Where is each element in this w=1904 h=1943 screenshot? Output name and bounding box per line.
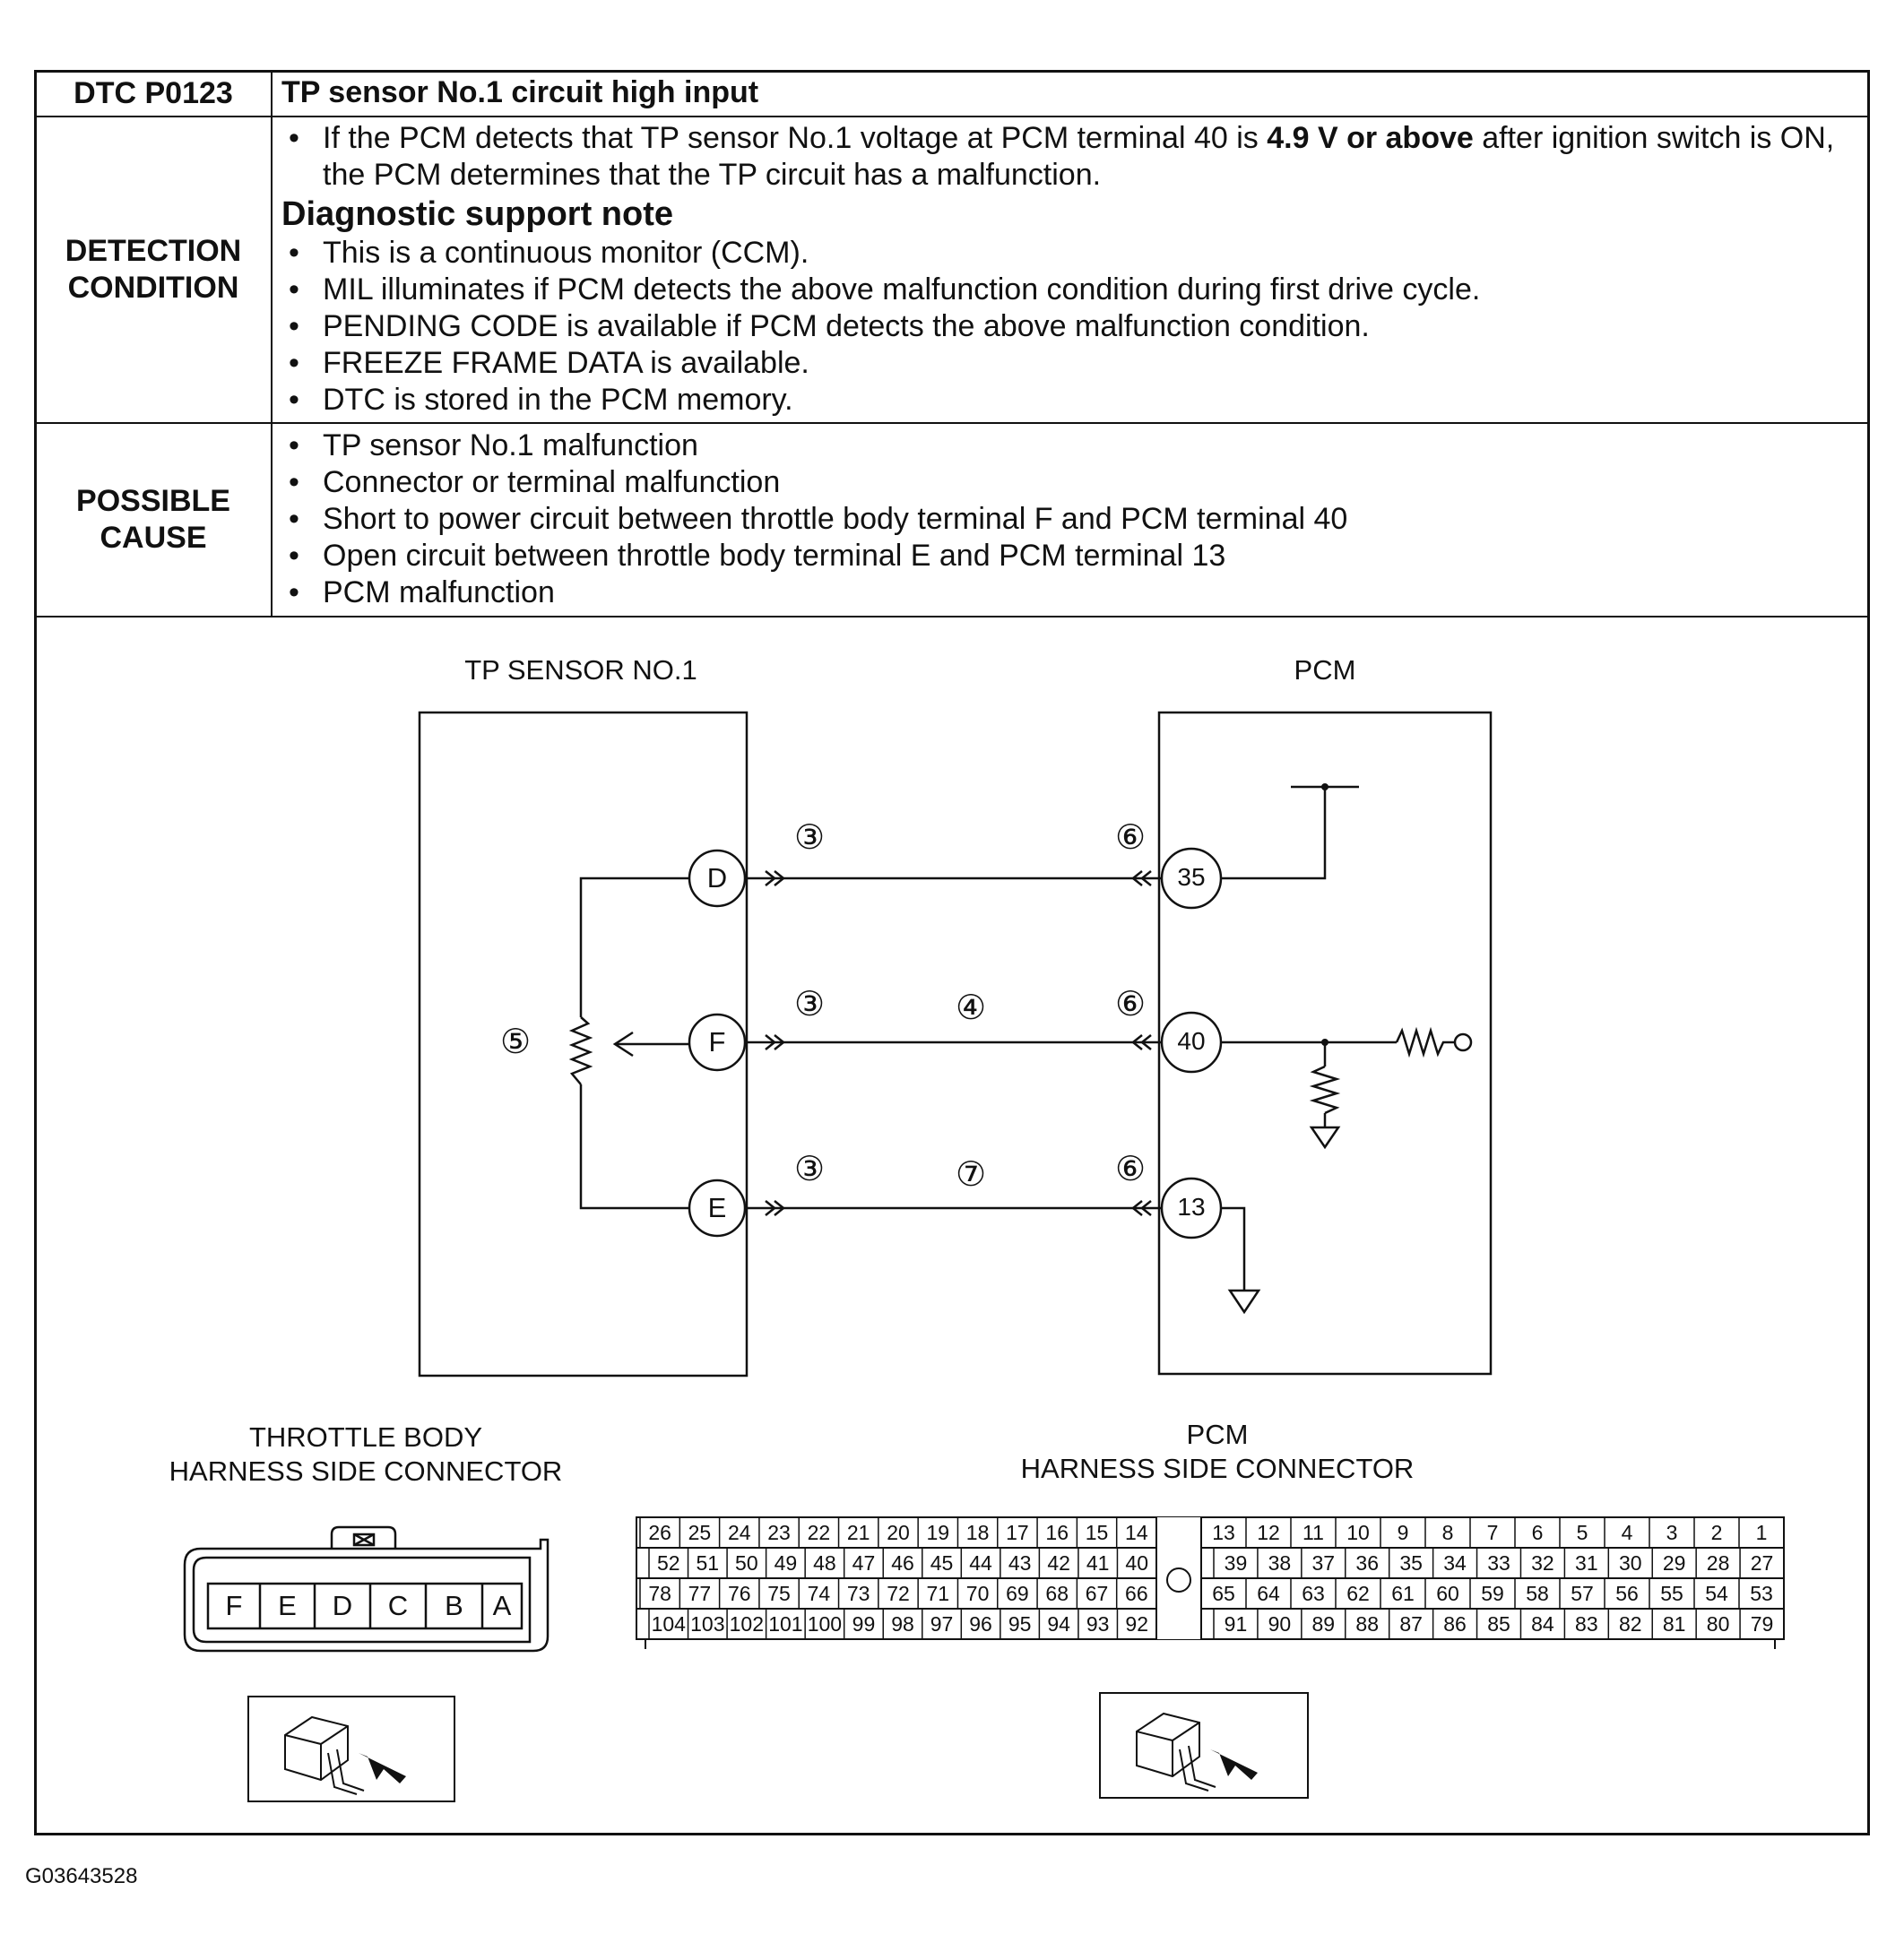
tb-pin-label: E [278, 1590, 297, 1621]
pcm-pin-label: 42 [1047, 1551, 1070, 1575]
pcm-title: PCM [1294, 654, 1356, 686]
sensor-title: TP SENSOR NO.1 [464, 654, 697, 686]
pcm-pin-label: 10 [1346, 1521, 1370, 1544]
possible-label-line1: POSSIBLE [76, 484, 230, 518]
support-note-item: • DTC is stored in the PCM memory. [323, 382, 1859, 419]
callout-3: ③ [793, 1151, 826, 1188]
pcm-pin-label: 89 [1311, 1612, 1336, 1636]
pcm-pin-label: 19 [926, 1521, 950, 1544]
callout-6: ⑥ [1114, 1151, 1147, 1188]
pcm-pin-label: 90 [1268, 1612, 1292, 1636]
pcm-pin-label: 74 [807, 1582, 831, 1605]
pcm-pin-label: 56 [1615, 1582, 1639, 1605]
cause-item: • Short to power circuit between throttle body terminal F and PCM terminal 40 [323, 501, 1859, 538]
pcm-pin-label: 15 [1085, 1521, 1109, 1544]
callout-5: ⑤ [499, 1023, 532, 1061]
dtc-code: DTC P0123 [35, 71, 272, 117]
pcm-pin-label: 72 [887, 1582, 910, 1605]
tb-pin-label: C [387, 1590, 409, 1621]
tb-pin-label: F [225, 1590, 243, 1621]
pcm-pin-label: 93 [1086, 1612, 1110, 1636]
pcm-pin-label: 50 [735, 1551, 758, 1575]
pcm-pin-label: 2 [1710, 1521, 1723, 1544]
tb-pin-label: B [445, 1590, 463, 1621]
pcm-pin-label: 16 [1045, 1521, 1069, 1544]
pcm-pin-label: 102 [729, 1612, 765, 1636]
pcm-pin-label: 77 [688, 1582, 712, 1605]
cause-item: • TP sensor No.1 malfunction [323, 427, 1859, 464]
pcm-pin-label: 25 [688, 1521, 712, 1544]
pcm-pin-label: 41 [1086, 1551, 1110, 1575]
detection-label-line1: DETECTION [65, 234, 242, 268]
figure-id: G03643528 [25, 1864, 138, 1888]
pcm-pin-label: 70 [965, 1582, 990, 1605]
pcm-pin-label: 80 [1706, 1612, 1730, 1636]
support-note-item: • FREEZE FRAME DATA is available. [323, 345, 1859, 382]
pcm-pin-label: 6 [1531, 1521, 1544, 1544]
pcm-pin-label: 9 [1397, 1521, 1409, 1544]
callout-3: ③ [793, 819, 826, 857]
pcm-pin-label: 11 [1303, 1521, 1324, 1544]
pcm-pin-label: 86 [1443, 1612, 1467, 1636]
dtc-title: TP sensor No.1 circuit high input [272, 71, 1869, 117]
page-frame [34, 70, 1870, 1835]
callout-6: ⑥ [1114, 986, 1147, 1023]
pcm-pin-label: 104 [651, 1612, 686, 1636]
support-note-item: • PENDING CODE is available if PCM detects the above malfunction condition. [323, 308, 1859, 345]
cause-item: • PCM malfunction [323, 574, 1859, 611]
pcm-pin-label: 65 [1212, 1582, 1235, 1605]
pcm-pin-label: 1 [1755, 1521, 1768, 1544]
pcm-pin-label: 64 [1257, 1582, 1280, 1605]
detection-text-post: after ignition switch is ON, the PCM determines that the TP circuit has a malfunction. [323, 120, 1835, 192]
pcm-pin-label: 26 [648, 1521, 671, 1544]
sensor-terminal-e: E [707, 1192, 727, 1223]
pcm-pin-label: 13 [1212, 1521, 1235, 1544]
pcm-pin-label: 38 [1268, 1551, 1292, 1575]
pcm-pin-label: 99 [852, 1612, 876, 1636]
detection-label-line2: CONDITION [67, 271, 239, 305]
pcm-pin-label: 85 [1487, 1612, 1510, 1636]
pcm-pin-label: 78 [648, 1582, 671, 1605]
pcm-pin-label: 66 [1125, 1582, 1148, 1605]
pcm-pin-label: 48 [813, 1551, 836, 1575]
pcm-pin-label: 91 [1224, 1612, 1248, 1636]
pcm-pin-label: 14 [1125, 1521, 1148, 1544]
tb-pin-label: D [332, 1590, 353, 1621]
pcm-pin-label: 45 [930, 1551, 954, 1575]
pcm-pin-label: 79 [1750, 1612, 1774, 1636]
pcm-pin-label: 69 [1006, 1582, 1029, 1605]
pcm-pin-label: 63 [1302, 1582, 1325, 1605]
support-note-item: • MIL illuminates if PCM detects the above malfunction condition during first drive cycle. [323, 272, 1859, 308]
pcm-pin-label: 43 [1008, 1551, 1032, 1575]
pcm-pin-label: 30 [1618, 1551, 1642, 1575]
pcm-pin-label: 58 [1526, 1582, 1549, 1605]
pcm-pin-label: 31 [1575, 1551, 1598, 1575]
pcm-pin-label: 52 [656, 1551, 680, 1575]
support-note-heading: Diagnostic support note [281, 194, 673, 233]
pcm-terminal-13: 13 [1177, 1193, 1206, 1221]
tb-connector-title-line1: THROTTLE BODY [248, 1421, 483, 1453]
pcm-pin-label: 35 [1399, 1551, 1423, 1575]
callout-3: ③ [793, 986, 826, 1023]
pcm-pin-label: 40 [1125, 1551, 1149, 1575]
pcm-pin-label: 27 [1750, 1551, 1774, 1575]
pcm-pin-label: 92 [1125, 1612, 1149, 1636]
pcm-pin-label: 23 [767, 1521, 791, 1544]
pcm-pin-label: 36 [1355, 1551, 1380, 1575]
pcm-pin-label: 22 [807, 1521, 831, 1544]
pcm-pin-label: 61 [1391, 1582, 1415, 1605]
pcm-pin-label: 12 [1257, 1521, 1280, 1544]
pcm-pin-label: 53 [1750, 1582, 1773, 1605]
pcm-pin-label: 8 [1441, 1521, 1454, 1544]
pcm-pin-label: 3 [1666, 1521, 1678, 1544]
detection-text-pre: If the PCM detects that TP sensor No.1 voltage at PCM terminal 40 is [323, 120, 1268, 155]
pcm-pin-label: 47 [852, 1551, 876, 1575]
pcm-pin-label: 28 [1706, 1551, 1730, 1575]
pcm-connector-title-line1: PCM [1186, 1419, 1249, 1450]
pcm-pin-label: 24 [727, 1521, 751, 1544]
pcm-pin-label: 100 [807, 1612, 843, 1636]
pcm-pin-label: 76 [727, 1582, 751, 1605]
callout-4: ④ [955, 989, 987, 1027]
pcm-pin-label: 62 [1346, 1582, 1370, 1605]
detection-threshold: 4.9 V or above [1267, 120, 1474, 155]
pcm-pin-label: 46 [891, 1551, 914, 1575]
pcm-pin-label: 44 [969, 1551, 992, 1575]
pcm-pin-label: 37 [1311, 1551, 1336, 1575]
pcm-pin-label: 17 [1006, 1521, 1029, 1544]
pcm-pin-label: 33 [1487, 1551, 1510, 1575]
pcm-pin-label: 5 [1576, 1521, 1588, 1544]
pcm-terminal-35: 35 [1177, 863, 1206, 891]
pcm-pin-label: 54 [1705, 1582, 1728, 1605]
pcm-pin-label: 87 [1399, 1612, 1423, 1636]
pcm-pin-label: 73 [846, 1582, 870, 1605]
callout-7: ⑦ [955, 1156, 987, 1194]
pcm-pin-label: 96 [969, 1612, 992, 1636]
pcm-pin-label: 68 [1045, 1582, 1069, 1605]
pcm-pin-label: 71 [926, 1582, 950, 1605]
pcm-pin-label: 103 [690, 1612, 725, 1636]
pcm-pin-label: 95 [1008, 1612, 1032, 1636]
pcm-pin-label: 4 [1621, 1521, 1633, 1544]
pcm-pin-label: 18 [965, 1521, 990, 1544]
pcm-pin-label: 32 [1531, 1551, 1554, 1575]
pcm-pin-label: 59 [1481, 1582, 1504, 1605]
pcm-pin-label: 55 [1660, 1582, 1683, 1605]
possible-label-line2: CAUSE [100, 521, 207, 555]
pcm-pin-label: 7 [1486, 1521, 1499, 1544]
pcm-pin-label: 81 [1662, 1612, 1686, 1636]
pcm-pin-label: 94 [1047, 1612, 1070, 1636]
cause-item: • Connector or terminal malfunction [323, 464, 1859, 501]
callout-6: ⑥ [1114, 819, 1147, 857]
pcm-pin-label: 98 [891, 1612, 914, 1636]
pcm-pin-label: 20 [887, 1521, 910, 1544]
pcm-pin-label: 97 [930, 1612, 954, 1636]
pcm-pin-label: 29 [1662, 1551, 1686, 1575]
pcm-connector-title-line2: HARNESS SIDE CONNECTOR [1020, 1453, 1415, 1484]
pcm-pin-label: 88 [1355, 1612, 1380, 1636]
pcm-pin-label: 101 [768, 1612, 803, 1636]
pcm-pin-label: 82 [1618, 1612, 1642, 1636]
cause-item: • Open circuit between throttle body terminal E and PCM terminal 13 [323, 538, 1859, 574]
pcm-pin-label: 84 [1531, 1612, 1554, 1636]
pcm-pin-label: 51 [696, 1551, 720, 1575]
pcm-terminal-40: 40 [1177, 1027, 1206, 1055]
pcm-pin-label: 49 [774, 1551, 798, 1575]
support-note-item: • This is a continuous monitor (CCM). [323, 235, 1859, 272]
pcm-pin-label: 67 [1085, 1582, 1109, 1605]
pcm-pin-label: 57 [1571, 1582, 1594, 1605]
tb-connector-title-line2: HARNESS SIDE CONNECTOR [169, 1455, 563, 1487]
pcm-pin-label: 83 [1575, 1612, 1598, 1636]
sensor-terminal-f: F [708, 1026, 726, 1058]
pcm-pin-label: 75 [767, 1582, 791, 1605]
sensor-terminal-d: D [706, 862, 728, 894]
tb-pin-label: A [492, 1590, 512, 1621]
pcm-pin-label: 34 [1443, 1551, 1467, 1575]
pcm-pin-label: 39 [1224, 1551, 1248, 1575]
pcm-pin-label: 60 [1436, 1582, 1459, 1605]
pcm-pin-label: 21 [846, 1521, 870, 1544]
